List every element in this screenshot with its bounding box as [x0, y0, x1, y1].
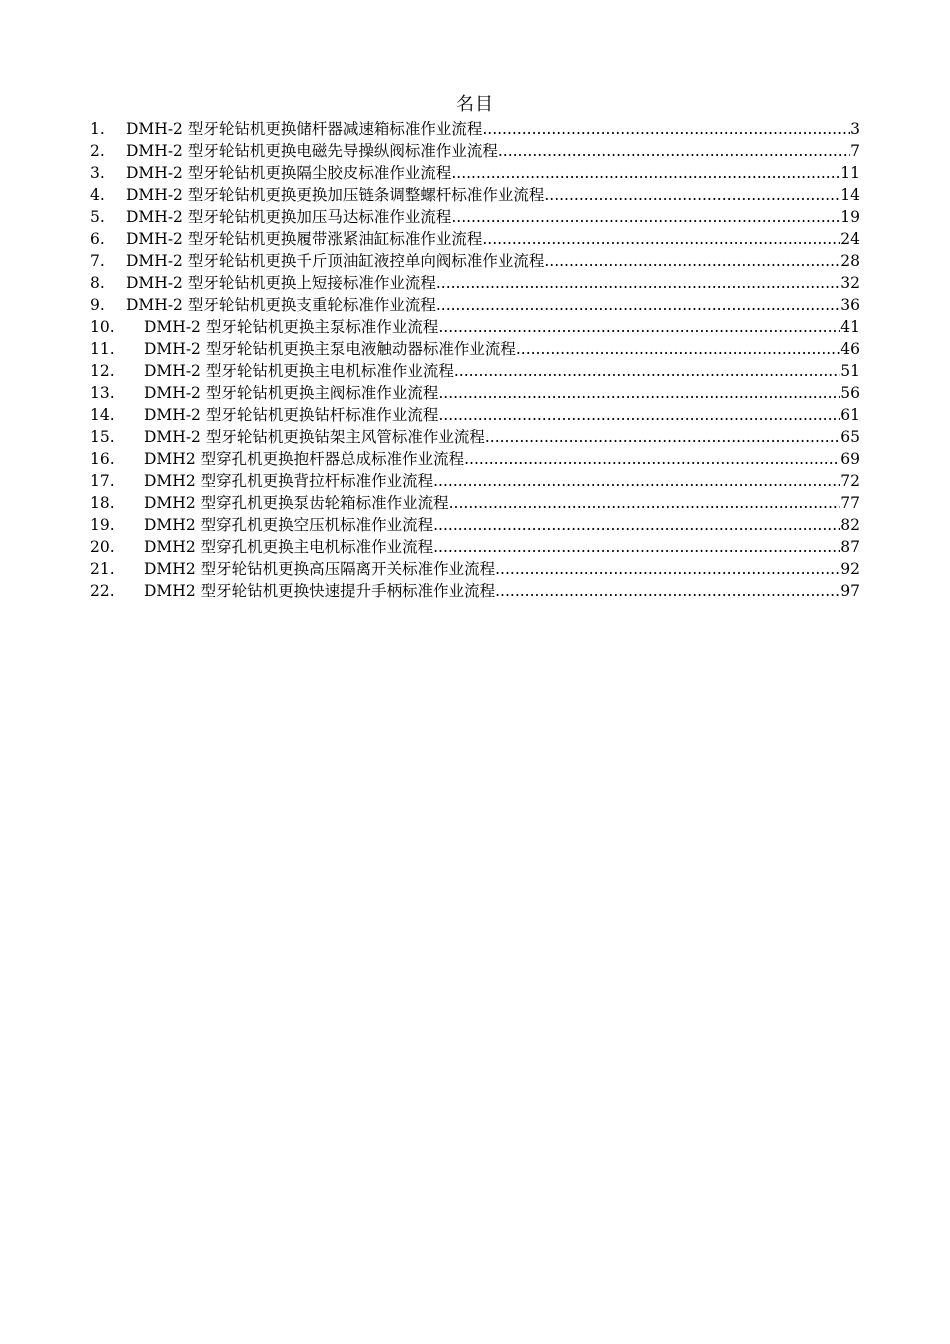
toc-entry[interactable] [90, 404, 860, 426]
toc-entry-title: DMH-2 型牙轮钻机更换主泵标准作业流程 [144, 318, 439, 336]
toc-entry-number: 13. [90, 384, 115, 402]
toc-leader-dots [482, 118, 850, 140]
toc-entry[interactable] [90, 162, 860, 184]
toc-entry[interactable] [90, 580, 860, 602]
toc-entry-page-number: 92 [840, 560, 860, 578]
toc-leader-dots [516, 338, 840, 360]
toc-entry-number: 9. [90, 296, 105, 314]
toc-entry-number: 20. [90, 538, 115, 556]
toc-entry-title: DMH2 型穿孔机更换背拉杆标准作业流程 [144, 472, 434, 490]
toc-leader-dots [438, 316, 840, 338]
toc-entry-number: 21. [90, 560, 115, 578]
toc-entry[interactable] [90, 492, 860, 514]
toc-entry[interactable] [90, 448, 860, 470]
toc-entry-title: DMH-2 型牙轮钻机更换储杆器减速箱标准作业流程 [126, 120, 483, 138]
toc-entry-page-number: 41 [840, 318, 860, 336]
toc-entry-page-number: 87 [840, 538, 860, 556]
toc-entry-number: 17. [90, 472, 115, 490]
toc-entry[interactable] [90, 250, 860, 272]
toc-entry-title: DMH2 型穿孔机更换泵齿轮箱标准作业流程 [144, 494, 449, 512]
toc-leader-dots [495, 580, 840, 602]
toc-leader-dots [436, 294, 840, 316]
toc-entry-number: 15. [90, 428, 115, 446]
toc-leader-dots [438, 382, 840, 404]
toc-entry-title: DMH-2 型牙轮钻机更换更换加压链条调整螺杆标准作业流程 [126, 186, 545, 204]
toc-entry-page-number: 69 [840, 450, 860, 468]
toc-leader-dots [544, 250, 840, 272]
toc-entry-page-number: 7 [850, 142, 860, 160]
toc-entry-page-number: 14 [840, 186, 860, 204]
toc-entry[interactable] [90, 206, 860, 228]
toc-entry-number: 2. [90, 142, 105, 160]
toc-entry-number: 11. [90, 340, 115, 358]
toc-entry[interactable] [90, 338, 860, 360]
toc-entry-page-number: 77 [840, 494, 860, 512]
toc-entry[interactable] [90, 536, 860, 558]
toc-leader-dots [433, 536, 840, 558]
toc-leader-dots [482, 228, 840, 250]
toc-leader-dots [433, 470, 840, 492]
toc-leader-dots [438, 404, 840, 426]
toc-entry-number: 7. [90, 252, 105, 270]
toc-entry-title: DMH2 型牙轮钻机更换快速提升手柄标准作业流程 [144, 582, 496, 600]
toc-leader-dots [436, 272, 840, 294]
toc-entry[interactable] [90, 118, 860, 140]
toc-entry-page-number: 3 [850, 120, 860, 138]
toc-entry-page-number: 82 [840, 516, 860, 534]
toc-leader-dots [485, 426, 840, 448]
toc-entry-title: DMH-2 型牙轮钻机更换主阀标准作业流程 [144, 384, 439, 402]
toc-entry-number: 4. [90, 186, 105, 204]
toc-entry-title: DMH-2 型牙轮钻机更换加压马达标准作业流程 [126, 208, 452, 226]
toc-leader-dots [449, 492, 841, 514]
toc-entry-number: 10. [90, 318, 115, 336]
toc-entry-title: DMH2 型穿孔机更换抱杆器总成标准作业流程 [144, 450, 465, 468]
toc-leader-dots [454, 360, 840, 382]
toc-list [90, 118, 860, 602]
toc-entry-number: 18. [90, 494, 115, 512]
toc-entry[interactable] [90, 294, 860, 316]
toc-entry-number: 14. [90, 406, 115, 424]
toc-entry[interactable] [90, 514, 860, 536]
toc-entry-page-number: 61 [840, 406, 860, 424]
toc-entry[interactable] [90, 470, 860, 492]
toc-entry-title: DMH-2 型牙轮钻机更换隔尘胶皮标准作业流程 [126, 164, 452, 182]
toc-entry-page-number: 65 [840, 428, 860, 446]
toc-entry[interactable] [90, 360, 860, 382]
toc-entry-number: 3. [90, 164, 105, 182]
toc-entry-number: 5. [90, 208, 105, 226]
toc-leader-dots [451, 206, 840, 228]
toc-entry-number: 12. [90, 362, 115, 380]
toc-entry-page-number: 32 [840, 274, 860, 292]
toc-entry[interactable] [90, 558, 860, 580]
toc-title: 名目 [456, 94, 494, 115]
toc-entry-page-number: 36 [840, 296, 860, 314]
toc-entry-number: 1. [90, 120, 105, 138]
toc-entry-title: DMH2 型穿孔机更换空压机标准作业流程 [144, 516, 434, 534]
toc-entry[interactable] [90, 316, 860, 338]
toc-entry-title: DMH-2 型牙轮钻机更换主电机标准作业流程 [144, 362, 454, 380]
toc-entry-title: DMH-2 型牙轮钻机更换钻架主风管标准作业流程 [144, 428, 485, 446]
toc-entry-title: DMH-2 型牙轮钻机更换电磁先导操纵阀标准作业流程 [126, 142, 498, 160]
toc-entry-number: 22. [90, 582, 115, 600]
toc-entry-title: DMH-2 型牙轮钻机更换履带涨紧油缸标准作业流程 [126, 230, 483, 248]
toc-entry-title: DMH-2 型牙轮钻机更换支重轮标准作业流程 [126, 296, 436, 314]
toc-entry-page-number: 24 [840, 230, 860, 248]
toc-entry[interactable] [90, 184, 860, 206]
toc-entry[interactable] [90, 426, 860, 448]
toc-entry-page-number: 28 [840, 252, 860, 270]
toc-entry-page-number: 46 [840, 340, 860, 358]
toc-leader-dots [433, 514, 840, 536]
toc-entry-title: DMH-2 型牙轮钻机更换上短接标准作业流程 [126, 274, 436, 292]
toc-leader-dots [495, 558, 840, 580]
toc-entry-number: 6. [90, 230, 105, 248]
toc-entry-page-number: 56 [840, 384, 860, 402]
toc-entry-page-number: 51 [840, 362, 860, 380]
toc-entry-number: 19. [90, 516, 115, 534]
toc-entry-title: DMH-2 型牙轮钻机更换千斤顶油缸液控单向阀标准作业流程 [126, 252, 545, 270]
toc-entry-page-number: 11 [840, 164, 860, 182]
toc-leader-dots [451, 162, 840, 184]
toc-entry-page-number: 72 [840, 472, 860, 490]
toc-entry-page-number: 97 [840, 582, 860, 600]
toc-entry[interactable] [90, 272, 860, 294]
toc-leader-dots [498, 140, 850, 162]
toc-entry[interactable] [90, 382, 860, 404]
toc-entry[interactable] [90, 228, 860, 250]
toc-entry-number: 8. [90, 274, 105, 292]
toc-entry-title: DMH-2 型牙轮钻机更换钻杆标准作业流程 [144, 406, 439, 424]
toc-entry[interactable] [90, 140, 860, 162]
toc-entry-number: 16. [90, 450, 115, 468]
toc-entry-title: DMH2 型牙轮钻机更换高压隔离开关标准作业流程 [144, 560, 496, 578]
toc-entry-page-number: 19 [840, 208, 860, 226]
toc-leader-dots [464, 448, 840, 470]
toc-entry-title: DMH2 型穿孔机更换主电机标准作业流程 [144, 538, 434, 556]
toc-entry-title: DMH-2 型牙轮钻机更换主泵电液触动器标准作业流程 [144, 340, 516, 358]
toc-leader-dots [544, 184, 840, 206]
